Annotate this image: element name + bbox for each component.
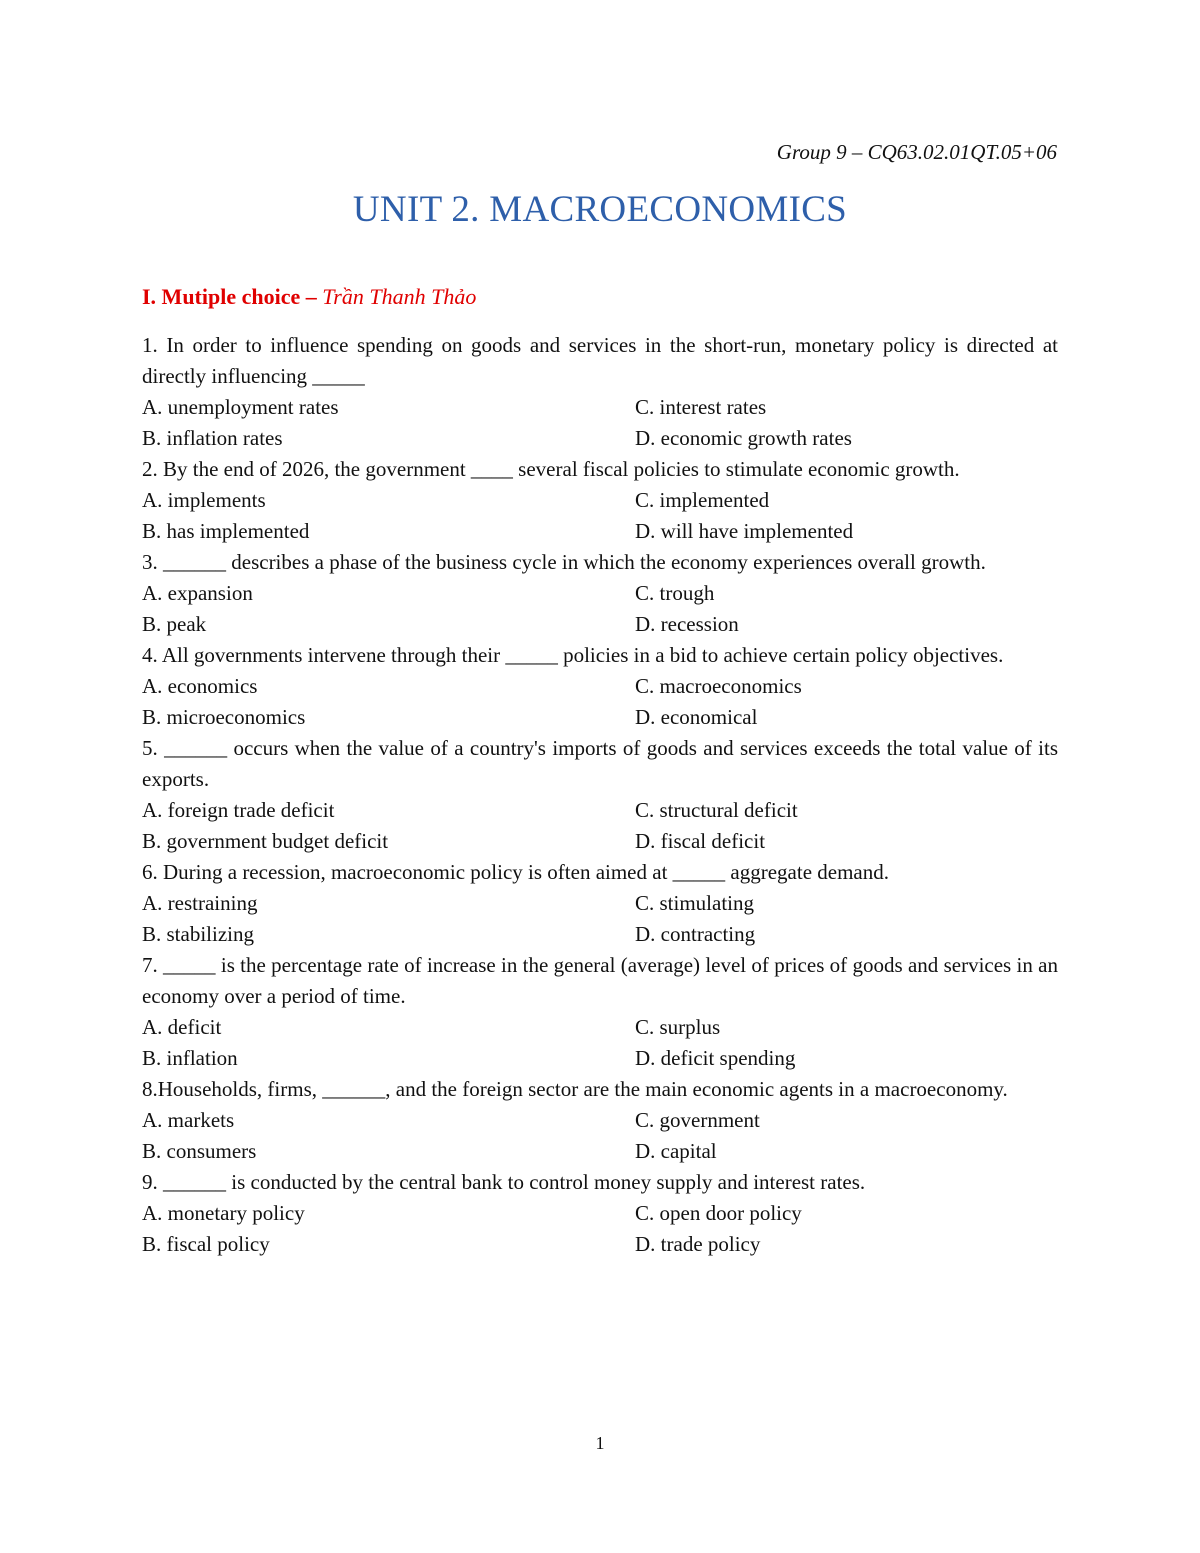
question-text: 3. ______ describes a phase of the business cycle in which the economy experiences overall growth. (142, 550, 986, 574)
option: A. expansion (142, 581, 253, 605)
question-item (142, 950, 1058, 1074)
question-item (142, 857, 1058, 950)
option: B. microeconomics (142, 705, 306, 729)
option: D. economic growth rates (635, 426, 852, 450)
option-row (142, 485, 1058, 516)
option: C. surplus (635, 1015, 721, 1039)
option: D. will have implemented (635, 519, 854, 543)
option: B. government budget deficit (142, 829, 389, 853)
option: A. foreign trade deficit (142, 798, 335, 822)
option-row (142, 671, 1058, 702)
option: A. monetary policy (142, 1201, 305, 1225)
question-item (142, 733, 1058, 857)
page-title: UNIT 2. MACROECONOMICS (352, 189, 848, 230)
option: A. unemployment rates (142, 395, 339, 419)
question-text: 8.Households, firms, ______, and the foreign sector are the main economic agents in a macroeconomy. (142, 1077, 1008, 1101)
section-heading-label: I. Mutiple choice – (142, 284, 323, 309)
question-item (142, 454, 1058, 547)
option-row (142, 1012, 1058, 1043)
option: B. inflation rates (142, 426, 283, 450)
question-item (142, 330, 1058, 454)
option: C. open door policy (635, 1201, 802, 1225)
option: A. economics (142, 674, 258, 698)
question-item (142, 1167, 1058, 1260)
question-text: 4. All governments intervene through their _____ policies in a bid to achieve certain policy objectives. (142, 643, 1004, 667)
option-row (142, 578, 1058, 609)
option: D. recession (635, 612, 739, 636)
option: C. trough (635, 581, 715, 605)
group-note: Group 9 – CQ63.02.01QT.05+06 (776, 140, 1057, 164)
option-row (142, 516, 1058, 547)
option: D. capital (635, 1139, 717, 1163)
option: D. fiscal deficit (635, 829, 766, 853)
question-text: 1. In order to influence spending on goods and services in the short-run, monetary policy is directed at directly influencing _____ (142, 333, 1058, 388)
option: A. deficit (142, 1015, 222, 1039)
section-author: Trần Thanh Thảo (322, 284, 477, 309)
option: A. markets (142, 1108, 235, 1132)
question-text: 5. ______ occurs when the value of a country's imports of goods and services exceeds the total value of its exports. (142, 736, 1058, 791)
section-heading (142, 284, 476, 310)
option: D. economical (635, 705, 758, 729)
option: B. has implemented (142, 519, 310, 543)
option: D. trade policy (635, 1232, 761, 1256)
option: C. structural deficit (635, 798, 798, 822)
option-row (142, 1043, 1058, 1074)
option: C. interest rates (635, 395, 767, 419)
option: B. inflation (142, 1046, 238, 1070)
option: C. government (635, 1108, 760, 1132)
question-item (142, 1074, 1058, 1167)
option: D. deficit spending (635, 1046, 796, 1070)
option: B. stabilizing (142, 922, 254, 946)
question-text: 7. _____ is the percentage rate of increase in the general (average) level of prices of goods and services in an economy over a period of time. (142, 953, 1058, 1008)
option: C. macroeconomics (635, 674, 802, 698)
question-text: 6. During a recession, macroeconomic policy is often aimed at _____ aggregate demand. (142, 860, 889, 884)
option-row (142, 919, 1058, 950)
option-row (142, 609, 1058, 640)
option: A. restraining (142, 891, 258, 915)
option-row (142, 423, 1058, 454)
option: B. consumers (142, 1139, 257, 1163)
question-text: 9. ______ is conducted by the central bank to control money supply and interest rates. (142, 1170, 866, 1194)
page-number: 1 (595, 1433, 605, 1453)
option-row (142, 1229, 1058, 1260)
question-item (142, 547, 1058, 640)
option: C. stimulating (635, 891, 755, 915)
option-row (142, 702, 1058, 733)
option: D. contracting (635, 922, 756, 946)
option-row (142, 1198, 1058, 1229)
option-row (142, 1105, 1058, 1136)
option: B. peak (142, 612, 207, 636)
question-text: 2. By the end of 2026, the government ____ several fiscal policies to stimulate economic growth. (142, 457, 960, 481)
option-row (142, 795, 1058, 826)
option-row (142, 888, 1058, 919)
question-list (142, 330, 1058, 1260)
option-row (142, 826, 1058, 857)
option: B. fiscal policy (142, 1232, 270, 1256)
option-row (142, 1136, 1058, 1167)
option: A. implements (142, 488, 266, 512)
question-item (142, 640, 1058, 733)
option: C. implemented (635, 488, 770, 512)
option-row (142, 392, 1058, 423)
